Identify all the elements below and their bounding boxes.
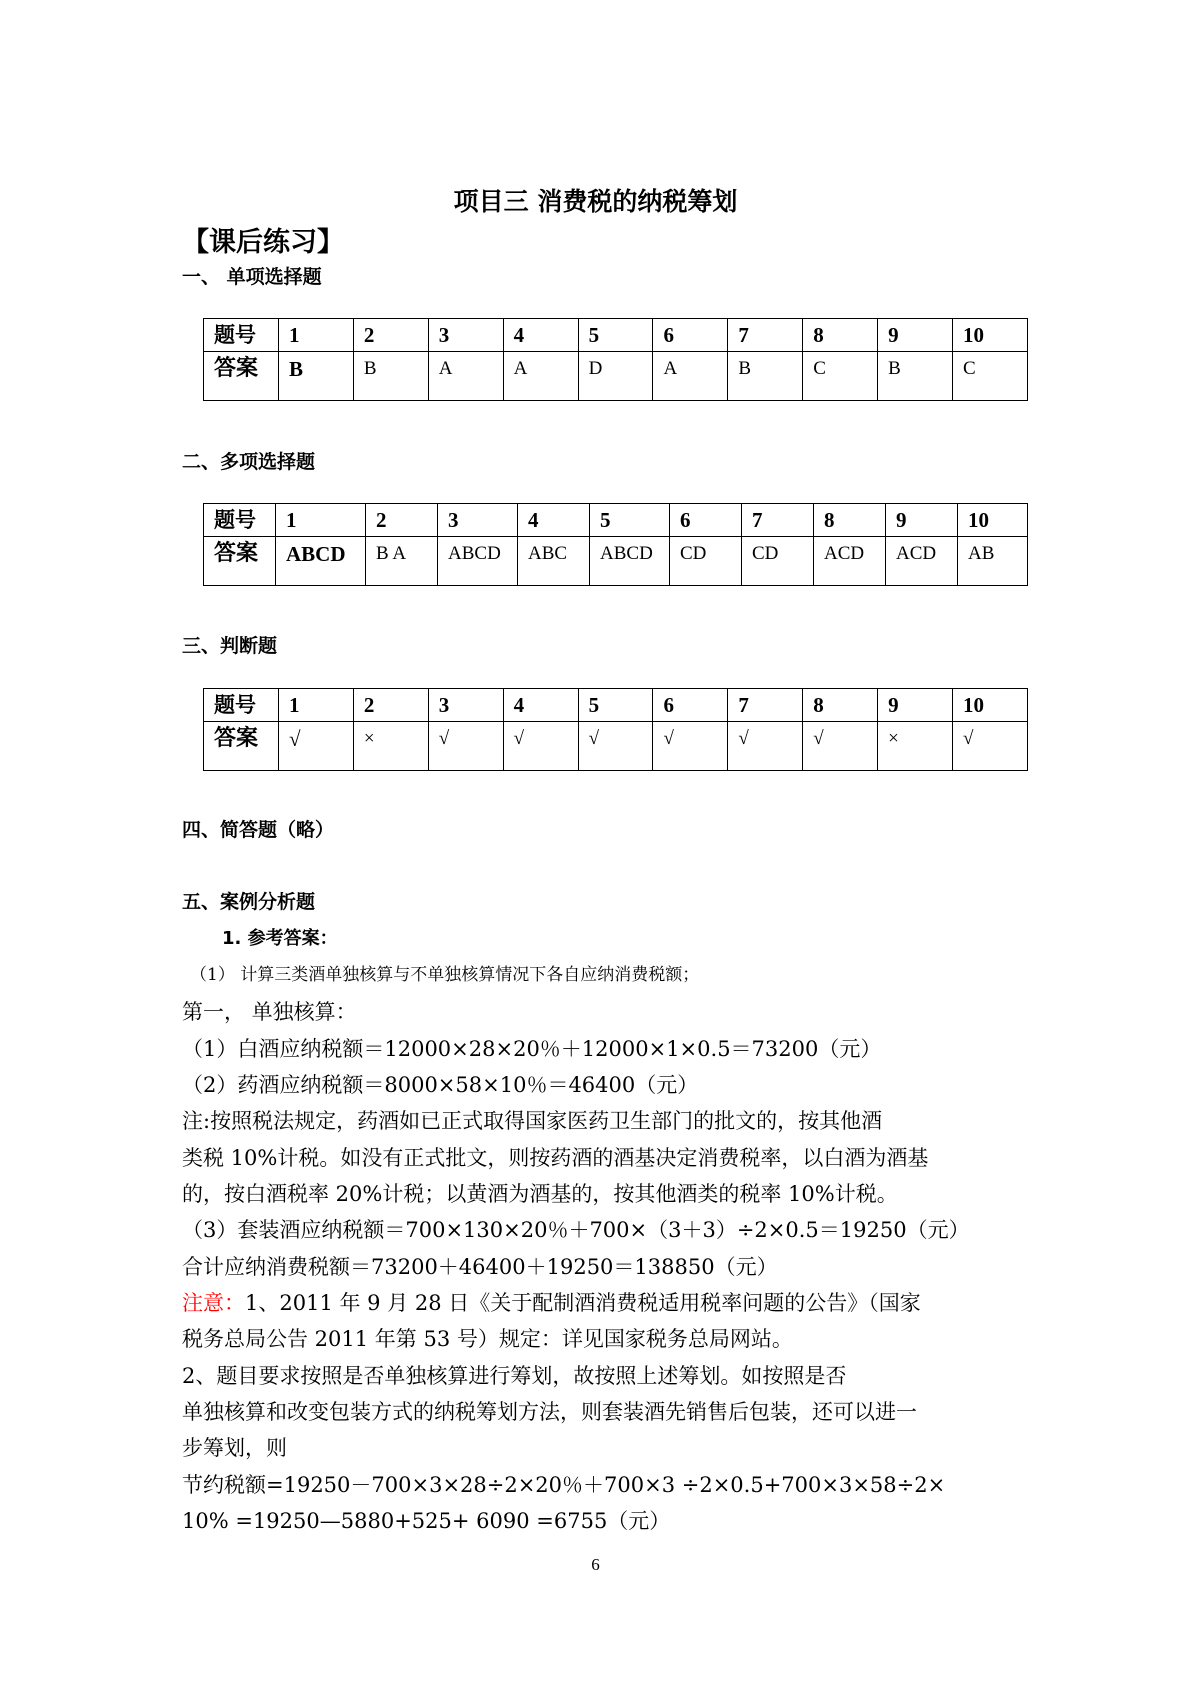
text-line: 合计应纳消费税额＝73200＋46400＋19250＝138850（元） xyxy=(182,1255,778,1279)
table-cell: A xyxy=(503,352,578,401)
table-cell: 1 xyxy=(279,319,354,352)
text-line: 单独核算和改变包装方式的纳税筹划方法，则套装酒先销售后包装，还可以进一 xyxy=(182,1400,917,1424)
table-cell: ABC xyxy=(518,537,590,586)
text-line: 税务总局公告 2011 年第 53 号）规定：详见国家税务总局网站。 xyxy=(182,1327,793,1351)
table-cell: 10 xyxy=(953,689,1028,722)
table-label-answer: 答案 xyxy=(204,352,279,401)
table-row xyxy=(204,319,1028,352)
table-cell: B xyxy=(878,352,953,401)
table-cell: √ xyxy=(578,722,653,771)
table-cell: ACD xyxy=(886,537,958,586)
table-cell: AB xyxy=(958,537,1028,586)
table-cell: 2 xyxy=(353,319,428,352)
table-cell: 9 xyxy=(878,319,953,352)
table-row xyxy=(204,722,1028,771)
table-cell: 7 xyxy=(728,319,803,352)
table-cell: √ xyxy=(803,722,878,771)
text-line: 步筹划，则 xyxy=(182,1436,287,1460)
text-line: 10% =19250—5880+525+ 6090 =6755（元） xyxy=(182,1509,671,1533)
attention-label: 注意： xyxy=(182,1291,245,1315)
table-cell: 5 xyxy=(578,689,653,722)
table-cell: 3 xyxy=(428,689,503,722)
table-cell: C xyxy=(953,352,1028,401)
table-row xyxy=(204,537,1028,586)
table-row xyxy=(204,504,1028,537)
page-title: 项目三 消费税的纳税筹划 xyxy=(453,187,738,216)
table-cell: ACD xyxy=(814,537,886,586)
table-cell: √ xyxy=(503,722,578,771)
text-line: 类税 10%计税。如没有正式批文，则按药酒的酒基决定消费税率，以白酒为酒基 xyxy=(182,1146,929,1170)
table-label-question: 题号 xyxy=(204,504,276,537)
table-cell: 4 xyxy=(503,689,578,722)
true-false-table xyxy=(203,688,1028,771)
table-cell: × xyxy=(878,722,953,771)
text-line: 节约税额=19250－700×3×28÷2×20％＋700×3 ÷2×0.5+700×3×58÷2× xyxy=(182,1473,946,1497)
table-cell: 9 xyxy=(878,689,953,722)
table-cell: 8 xyxy=(803,319,878,352)
text-line: 的，按白酒税率 20%计税；以黄酒为酒基的，按其他酒类的税率 10%计税。 xyxy=(182,1182,898,1206)
table-cell: √ xyxy=(279,722,354,771)
table-cell: 10 xyxy=(958,504,1028,537)
section-case-analysis: 五、案例分析题 xyxy=(182,891,316,913)
table-cell: A xyxy=(428,352,503,401)
table-cell: B xyxy=(353,352,428,401)
table-cell: B xyxy=(728,352,803,401)
text-line: （3）套装酒应纳税额＝700×130×20％＋700×（3＋3）÷2×0.5＝19250（元） xyxy=(182,1218,970,1242)
table-cell: √ xyxy=(953,722,1028,771)
table-cell: 8 xyxy=(803,689,878,722)
table-cell: 7 xyxy=(742,504,814,537)
table-cell: 3 xyxy=(428,319,503,352)
table-row xyxy=(204,689,1028,722)
section-single-choice: 一、 单项选择题 xyxy=(182,266,322,288)
table-cell: 6 xyxy=(670,504,742,537)
table-cell: 3 xyxy=(438,504,518,537)
table-cell: × xyxy=(353,722,428,771)
table-cell: 2 xyxy=(353,689,428,722)
table-cell: B A xyxy=(366,537,438,586)
text-line: 注:按照税法规定，药酒如已正式取得国家医药卫生部门的批文的，按其他酒 xyxy=(182,1109,883,1133)
table-cell: 4 xyxy=(518,504,590,537)
table-cell: ABCD xyxy=(590,537,670,586)
table-cell: √ xyxy=(728,722,803,771)
section-short-answer: 四、简答题（略） xyxy=(182,819,335,841)
table-cell: CD xyxy=(742,537,814,586)
attention-line xyxy=(182,1287,921,1317)
table-cell: √ xyxy=(428,722,503,771)
table-cell: D xyxy=(578,352,653,401)
table-cell: 9 xyxy=(886,504,958,537)
section-multiple-choice: 二、多项选择题 xyxy=(182,451,316,473)
text-line: 2、题目要求按照是否单独核算进行筹划，故按照上述筹划。如按照是否 xyxy=(182,1364,847,1388)
table-cell: 6 xyxy=(653,319,728,352)
table-label-answer: 答案 xyxy=(204,722,279,771)
table-cell: 8 xyxy=(814,504,886,537)
single-choice-table xyxy=(203,318,1028,401)
table-cell: 4 xyxy=(503,319,578,352)
case-question-1: （1） 计算三类酒单独核算与不单独核算情况下各自应纳消费税额； xyxy=(190,965,700,985)
table-cell: 5 xyxy=(590,504,670,537)
table-cell: 7 xyxy=(728,689,803,722)
table-cell: √ xyxy=(653,722,728,771)
table-cell: B xyxy=(279,352,354,401)
table-cell: ABCD xyxy=(438,537,518,586)
section-true-false: 三、判断题 xyxy=(182,635,278,657)
multiple-choice-table xyxy=(203,503,1028,586)
attention-text: 1、2011 年 9 月 28 日《关于配制酒消费税适用税率问题的公告》（国家 xyxy=(245,1291,921,1315)
text-line: （1）白酒应纳税额＝12000×28×20％＋12000×1×0.5＝73200（元） xyxy=(182,1037,882,1061)
table-cell: ABCD xyxy=(276,537,366,586)
table-cell: 2 xyxy=(366,504,438,537)
table-cell: 1 xyxy=(276,504,366,537)
table-cell: 10 xyxy=(953,319,1028,352)
table-cell: 5 xyxy=(578,319,653,352)
table-label-answer: 答案 xyxy=(204,537,276,586)
reference-answer-label: 1. 参考答案： xyxy=(222,928,338,949)
text-line: （2）药酒应纳税额＝8000×58×10％＝46400（元） xyxy=(182,1073,699,1097)
table-cell: C xyxy=(803,352,878,401)
page-number: 6 xyxy=(591,1555,600,1574)
exercise-heading: 【课后练习】 xyxy=(182,227,344,258)
table-label-question: 题号 xyxy=(204,689,279,722)
table-cell: 1 xyxy=(279,689,354,722)
text-line: 第一， 单独核算： xyxy=(182,1000,357,1024)
table-cell: A xyxy=(653,352,728,401)
table-label-question: 题号 xyxy=(204,319,279,352)
table-cell: CD xyxy=(670,537,742,586)
table-row xyxy=(204,352,1028,401)
table-cell: 6 xyxy=(653,689,728,722)
